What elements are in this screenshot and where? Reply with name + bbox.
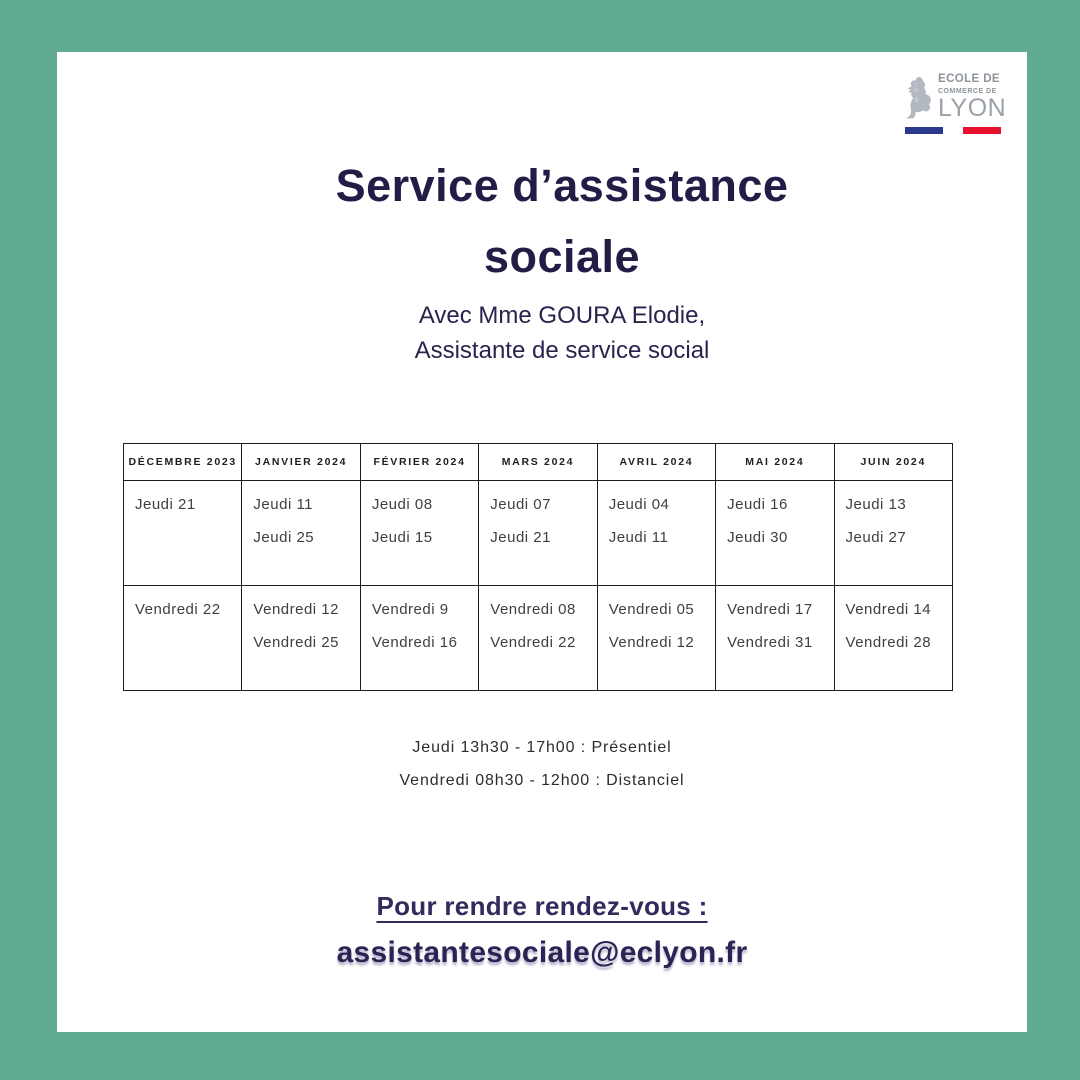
- jeudi-cell: [360, 481, 478, 586]
- jeudi-cell: [834, 481, 952, 586]
- school-logo: [905, 73, 1007, 134]
- appointment-cta: Pour rendre rendez-vous :: [376, 891, 708, 921]
- vendredi-cell: [479, 586, 597, 691]
- table-row-vendredi: [124, 586, 953, 691]
- month-header: FÉVRIER 2024: [360, 444, 478, 481]
- session-date: Jeudi 04: [608, 496, 670, 513]
- logo-wordmark: [938, 74, 1006, 121]
- session-date: Vendredi 31: [727, 634, 813, 651]
- table-row-jeudi: [124, 481, 953, 586]
- session-date: Vendredi 14: [845, 601, 932, 618]
- page-title-line2: sociale: [483, 231, 641, 282]
- month-header: JUIN 2024: [834, 444, 952, 481]
- jeudi-cell: [479, 481, 597, 586]
- session-date: Vendredi 22: [135, 601, 221, 618]
- vendredi-cell: [716, 586, 834, 691]
- subtitle-line1: Avec Mme GOURA Elodie,: [418, 302, 706, 329]
- session-date: Vendredi 05: [608, 601, 695, 618]
- vendredi-cell: [360, 586, 478, 691]
- session-date: Jeudi 07: [490, 496, 551, 513]
- session-date: Jeudi 21: [490, 529, 551, 546]
- session-date: Jeudi 27: [845, 529, 907, 546]
- vendredi-cell: [834, 586, 952, 691]
- flag-red-bar: [963, 127, 1001, 134]
- hours-info: [57, 731, 1027, 797]
- session-date: Jeudi 13: [845, 496, 907, 513]
- page-title: [77, 150, 1047, 292]
- hours-jeudi: Jeudi 13h30 - 17h00 : Présentiel: [412, 739, 672, 756]
- session-date: Vendredi 28: [845, 634, 932, 651]
- month-header-row: [124, 444, 953, 481]
- logo-lockup: [905, 73, 1007, 122]
- logo-text-line1: ECOLE DE: [938, 73, 1000, 85]
- hours-vendredi: Vendredi 08h30 - 12h00 : Distanciel: [399, 772, 685, 789]
- session-date: Jeudi 11: [608, 529, 669, 546]
- session-date: Jeudi 11: [253, 496, 314, 513]
- jeudi-cell: [597, 481, 715, 586]
- month-header: MARS 2024: [479, 444, 597, 481]
- month-header: DÉCEMBRE 2023: [124, 444, 242, 481]
- session-date: Jeudi 08: [371, 496, 433, 513]
- logo-text-line2: COMMERCE DE: [938, 87, 997, 95]
- session-date: Jeudi 30: [727, 529, 788, 546]
- schedule-table: [123, 443, 953, 691]
- session-date: Vendredi 17: [727, 601, 813, 618]
- month-header: AVRIL 2024: [597, 444, 715, 481]
- subtitle-line2: Assistante de service social: [414, 337, 710, 364]
- poster-card: [57, 52, 1027, 1032]
- session-date: Vendredi 16: [371, 634, 458, 651]
- french-flag-bars: [905, 127, 1001, 134]
- session-date: Jeudi 21: [135, 496, 196, 513]
- session-date: [135, 634, 237, 653]
- session-date: Vendredi 08: [490, 601, 576, 618]
- session-date: Vendredi 22: [490, 634, 576, 651]
- flag-blue-bar: [905, 127, 943, 134]
- session-date: [135, 529, 237, 548]
- subtitle: [77, 298, 1047, 368]
- session-date: Jeudi 15: [371, 529, 433, 546]
- session-date: Vendredi 12: [608, 634, 695, 651]
- logo-text-line3: LYON: [938, 93, 1007, 122]
- jeudi-cell: [716, 481, 834, 586]
- email-link[interactable]: assistantesociale@eclyon.fr: [336, 936, 748, 969]
- session-date: Vendredi 9: [371, 601, 449, 618]
- month-header: JANVIER 2024: [242, 444, 360, 481]
- session-date: Jeudi 25: [253, 529, 315, 546]
- vendredi-cell: [242, 586, 360, 691]
- month-header: MAI 2024: [716, 444, 834, 481]
- lion-crest-icon: [905, 75, 933, 119]
- page-title-line1: Service d’assistance: [335, 160, 789, 211]
- session-date: Vendredi 25: [253, 634, 339, 651]
- vendredi-cell: [597, 586, 715, 691]
- session-date: Jeudi 16: [727, 496, 788, 513]
- jeudi-cell: [242, 481, 360, 586]
- jeudi-cell: [124, 481, 242, 586]
- session-date: Vendredi 12: [253, 601, 339, 618]
- vendredi-cell: [124, 586, 242, 691]
